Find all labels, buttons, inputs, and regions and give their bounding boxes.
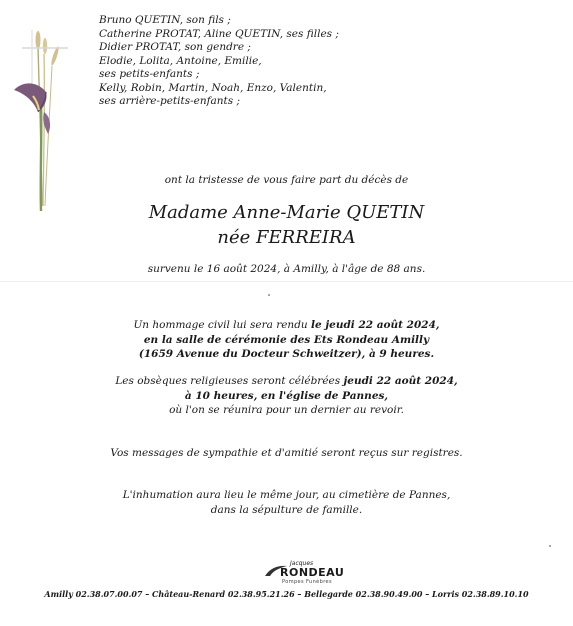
ceremony-line-1 [0,318,573,333]
condolence-messages [0,446,573,461]
announcement-intro: ont la tristesse de vous faire part du décès de [164,174,409,186]
scan-divider [0,281,573,282]
family-line: Kelly, Robin, Martin, Noah, Enzo, Valentin, [99,81,327,94]
logo-firstname: Jacques [290,560,314,567]
funeral-line-2: à 10 heures, en l'église de Pannes, [184,389,389,402]
family-line: ses arrière-petits-enfants ; [99,95,241,107]
funeral-text: Les obsèques religieuses seront célébrées [115,375,344,387]
family-line: Didier PROTAT, son gendre ; [99,41,251,53]
maiden-name: née FERREIRA [217,227,356,248]
calla-lily-illustration [8,26,78,216]
funeral-line-1 [0,374,573,389]
death-notice: survenu le 16 août 2024, à Amilly, à l'âge de 88 ans. [147,263,426,275]
scan-speck [268,294,270,296]
family-line: Catherine PROTAT, Aline QUETIN, ses filles ; [99,27,339,40]
messages-line: Vos messages de sympathie et d'amitié seront reçus sur registres. [110,447,463,459]
funeral-date: jeudi 22 août 2024, [343,375,458,387]
family-line: Elodie, Lolita, Antoine, Emilie, [99,54,262,67]
logo-tagline: Pompes Funèbres [282,579,333,585]
funeral-block [0,374,573,418]
family-line: Bruno QUETIN, son fils ; [99,14,231,26]
ceremony-line-3: (1659 Avenue du Docteur Schweitzer), à 9 heures. [138,348,435,360]
agency-phone-numbers: Amilly 02.38.07.00.07 – Château-Renard 02.38.95.21.26 – Bellegarde 02.38.90.49.00 – Lorris 02.38.89.10.10 [44,589,529,599]
burial-line-2: dans la sépulture de famille. [210,503,363,516]
ceremony-line-2: en la salle de cérémonie des Ets Rondeau Amilly [143,333,430,346]
ceremony-text: Un hommage civil lui sera rendu [133,319,312,331]
family-list [99,14,339,109]
funeral-line-3: où l'on se réunira pour un dernier au revoir. [169,404,404,416]
burial-line-1: L'inhumation aura lieu le même jour, au cimetière de Pannes, [122,489,451,501]
ceremony-block [0,318,573,362]
family-line: ses petits-enfants ; [99,68,200,80]
deceased-name: Madame Anne-Marie QUETIN [148,202,425,223]
scan-speck [549,545,551,547]
logo-name: RONDEAU [280,566,345,579]
burial-block [0,488,573,517]
ceremony-date: le jeudi 22 août 2024, [311,319,440,331]
